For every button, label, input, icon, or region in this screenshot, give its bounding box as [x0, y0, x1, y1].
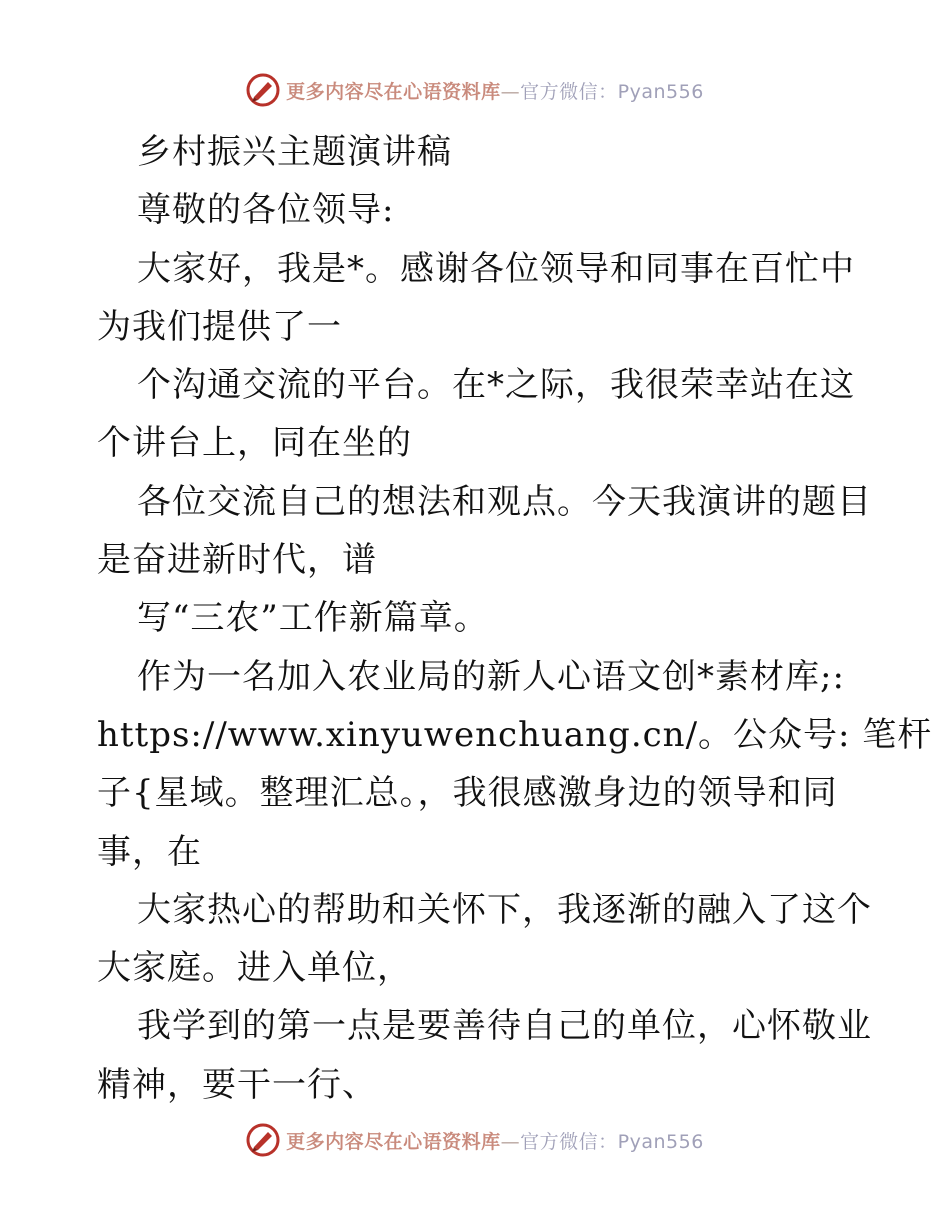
paragraph-line: 子{星域。整理汇总。，我很感激身边的领导和同: [97, 773, 838, 814]
pen-logo-icon: [246, 1123, 280, 1157]
document-title: 乡村振兴主题演讲稿: [137, 132, 452, 172]
paragraph-line: 尊敬的各位领导:: [137, 190, 395, 231]
paragraph-line: 为我们提供了一: [97, 306, 342, 347]
pen-logo-icon: [246, 73, 280, 107]
paragraph-line: 大家热心的帮助和关怀下，我逐渐的融入了这个: [137, 889, 872, 930]
paragraph-line: 作为一名加入农业局的新人心语文创*素材库;:: [137, 656, 845, 697]
paragraph-line: 各位交流自己的想法和观点。今天我演讲的题目: [137, 481, 872, 522]
paragraph-line: 精神，要干一行、: [97, 1064, 377, 1105]
paragraph-line: 大家好，我是*。感谢各位领导和同事在百忙中: [137, 248, 855, 289]
footer-banner-text: 更多内容尽在心语资料库—官方微信：Pyan556: [286, 1130, 704, 1153]
document-body: [97, 123, 933, 1114]
paragraph-line: 我学到的第一点是要善待自己的单位，心怀敬业: [137, 1006, 872, 1047]
footer-banner: [0, 1120, 950, 1160]
paragraph-line: https://www.xinyuwenchuang.cn/。公众号: 笔杆: [97, 714, 933, 755]
header-banner: [0, 70, 950, 110]
paragraph-line: 是奋进新时代，谱: [97, 540, 377, 581]
paragraph-line: 个沟通交流的平台。在*之际，我很荣幸站在这: [137, 365, 855, 406]
paragraph-line: 写“三农”工作新篇章。: [137, 598, 489, 639]
paragraph-line: 事，在: [97, 831, 202, 872]
paragraph-line: 个讲台上，同在坐的: [97, 423, 412, 464]
paragraph-line: 大家庭。进入单位，: [97, 948, 412, 989]
header-banner-text: 更多内容尽在心语资料库—官方微信：Pyan556: [286, 80, 704, 103]
